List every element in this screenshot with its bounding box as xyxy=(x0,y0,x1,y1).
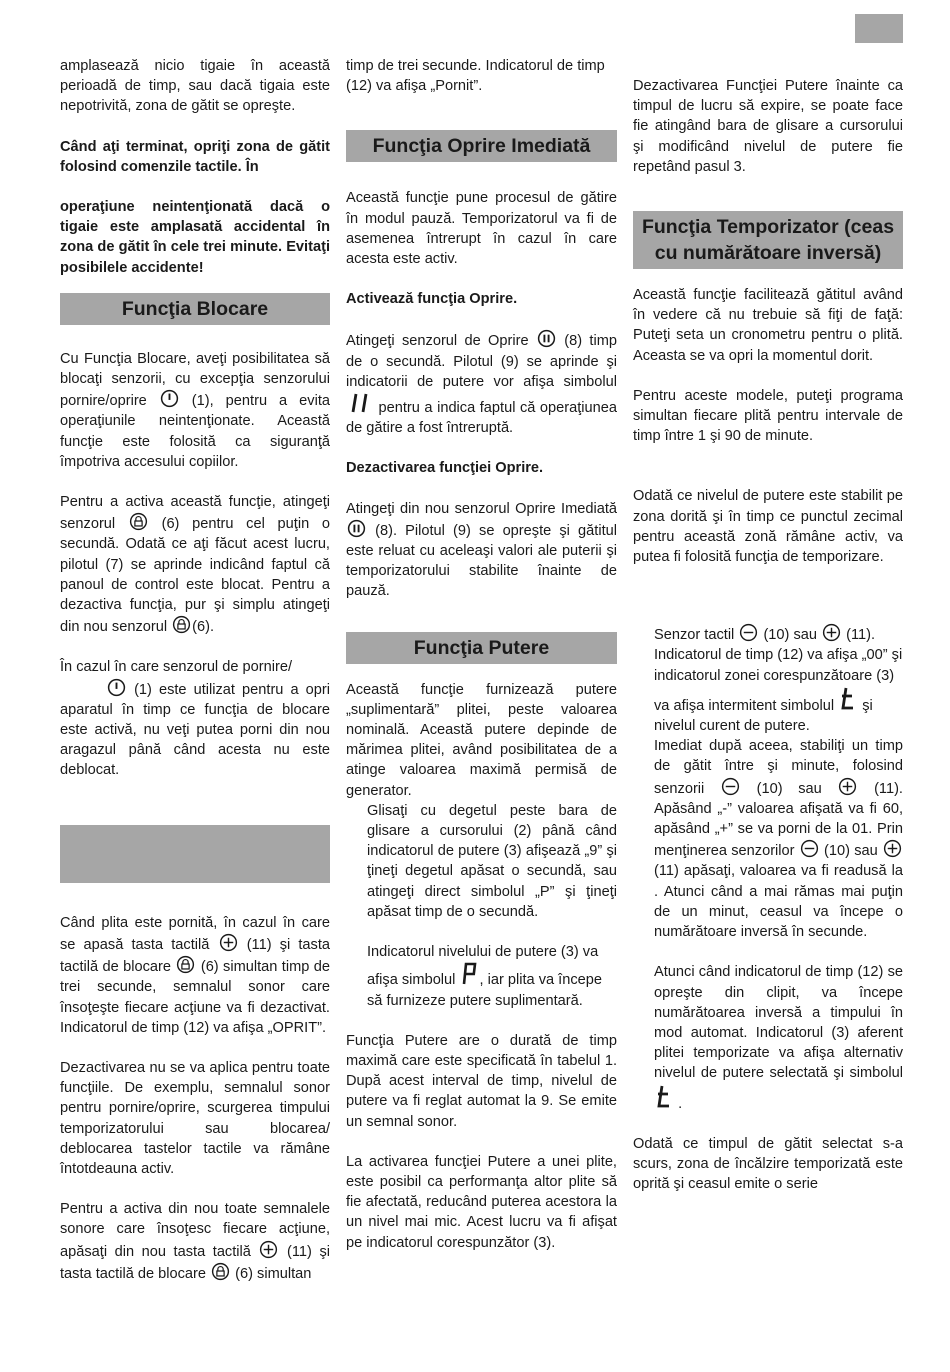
paragraph: Această funcţie pune procesul de gătire în modul pauză. Temporizatorul va fi de asemenea întrerupt în cazul în care acesta este activ. xyxy=(346,190,617,268)
plus-icon xyxy=(883,839,902,858)
paragraph: amplasează nicio tigaie în această perioadă de timp, sau dacă tigaia este nepotrivită, zona de gătit se opreşte. xyxy=(60,58,330,115)
subheading: Activează funcţia Oprire. xyxy=(346,291,518,308)
paragraph: Atingeţi senzorul de Oprire (8) timp de o secundă. Pilotul (9) se aprinde şi indicatorii de putere vor afişa simbolul pentru a indica faptul că operaţiunea de gătire a fost întreruptă. xyxy=(346,329,617,438)
paragraph: Dezactivarea Funcţiei Putere înainte ca timpul de lucru să expire, se poate face fie atingând bara de glisare a cursorului şi modificând nivelul de putere fie repetând pasul 3. xyxy=(633,78,903,175)
instruction-step: Indicatorul nivelului de putere (3) va afişa simbolul , iar plita va începe să furnizeze putere suplimentară. xyxy=(367,944,602,1009)
minus-icon xyxy=(800,839,819,858)
power-icon xyxy=(160,389,179,408)
column-1 xyxy=(60,56,330,1284)
paragraph: Pentru a activa din nou toate semnalele sonore care însoţesc fiecare acţiune, apăsaţi din nou tasta tactilă (11) şi tasta tactilă de blocare (6) simultan xyxy=(60,1201,330,1282)
warning-paragraph: operaţiune neintenţionată dacă o tigaie este amplasată accidental în zona de gătit în cele trei minute. Evitaţi posibilele accidente! xyxy=(60,199,330,276)
section-heading-putere: Funcţia Putere xyxy=(346,632,617,664)
t-symbol-icon xyxy=(655,1084,673,1110)
paragraph: Pentru aceste modele, puteţi programa simultan fiecare plită pentru intervale de timp între 1 şi 90 de minute. xyxy=(633,387,903,445)
section-heading-oprire-imediata: Funcţia Oprire Imediată xyxy=(346,130,617,162)
paragraph: Odată ce timpul de gătit selectat s-a scurs, zona de încălzire temporizată este oprită şi ceasul emite o serie xyxy=(633,1135,903,1193)
paragraph: Când plita este pornită, în cazul în care se apasă tasta tactilă (11) şi tasta tactilă de blocare (6) simultan timp de trei secunde, semnalul sonor care însoţeşte fiecare acţiune va fi dezactivat. Indicatorul de timp (12) va afişa „OPRIT”. xyxy=(60,914,331,1036)
p-symbol-icon xyxy=(460,962,478,986)
column-2 xyxy=(346,56,617,1253)
instruction-step: Glisaţi cu degetul peste bara de glisare a cursorului (2) până când indicatorul de putere (3) afişează „9” şi ţineţi degetul apăsat o secundă, sau atingeţi direct simbolul „P” şi ţineţi apăsat timp de o secundă. xyxy=(367,802,617,920)
lock-icon xyxy=(129,512,148,531)
plus-icon xyxy=(219,933,238,952)
minus-icon xyxy=(721,777,740,796)
instruction-step: Imediat după aceea, stabiliţi un timp de gătit între şi minute, folosind senzorii (10) sau (11). Apăsând „-” valoarea afişată va fi 60, apăsând „+” se va porni de la 01. Prin menţinerea senzorilor (10) sau (11) apăsaţi, valoarea va fi readusă la . Atunci când a mai rămas mai puţin de un minut, ceasul va începe o numărătoare inversă în secunde. xyxy=(654,738,903,941)
power-icon xyxy=(107,678,126,697)
paragraph: Atingeţi din nou senzorul Oprire Imediată (8). Pilotul (9) se opreşte şi gătitul este reluat cu aceleaşi valori ale puterii şi temporizatorului stabilite înainte de pauză. xyxy=(346,500,617,600)
paragraph: Odată ce nivelul de putere este stabilit pe zona dorită şi în timp ce punctul zecimal pentru această zonă rămâne activ, va putea fi folosită funcţia de temporizare. xyxy=(633,488,903,566)
plus-icon xyxy=(822,623,841,642)
paragraph: Această funcţie furnizează putere „suplimentară” plitei, peste valoarea nominală. Această putere depinde de mărimea plitei, având posibilitatea de a atinge valoarea maximă permisă de generator. xyxy=(346,681,617,799)
paragraph: În cazul în care senzorul de pornire/ (1) este utilizat pentru a opri aparatul în timp ce funcţia de blocare este activă, nu veţi putea porni din nou aragazul până când acesta nu este deblocat. xyxy=(60,659,330,779)
lock-icon xyxy=(176,955,195,974)
paragraph: Dezactivarea nu se va aplica pentru toate funcţiile. De exemplu, semnalul sonor pentru pornire/oprire, scurgerea timpului temporizatorului sau blocarea/ deblocarea tastelor tactile va rămâne întotdeauna activ. xyxy=(60,1059,330,1177)
instruction-step: Atunci când indicatorul de timp (12) se opreşte din clipit, va începe numărătoarea inversă a timpului în mod automat. Indicatorul (3) aferent plitei temporizate va afişa alternativ nivelul de putere selectată şi simbolul . xyxy=(654,964,903,1112)
minus-icon xyxy=(739,623,758,642)
column-3 xyxy=(633,56,903,1194)
page-corner-tab xyxy=(855,14,903,43)
paragraph: La activarea funcţiei Putere a unei plite, este posibil ca performanţa altor plite să fie afectată, reducând puterea acestora la un nivel mai mic. Acest lucru va fi afişat pe indicatorul corespunzător (3). xyxy=(346,1153,617,1251)
section-heading-empty xyxy=(60,825,330,883)
paragraph: Pentru a activa această funcţie, atingeţi senzorul (6) pentru cel puţin o secundă. Odată ce aţi făcut acest lucru, pilotul (7) se aprinde indicând faptul că panoul de control este blocat. Pentru a dezactiva funcţia, pur şi simplu atingeţi din nou senzorul (6). xyxy=(60,494,330,636)
lock-icon xyxy=(172,615,191,634)
section-heading-temporizator: Funcţia Temporizator (ceas cu numărătoare inversă) xyxy=(633,211,903,269)
paragraph: Cu Funcţia Blocare, aveţi posibilitatea să blocaţi senzorii, cu excepţia senzorului pornire/oprire (1), pentru a evita operaţiunile neintenţionate. Această funcţie este folosită ca siguranţă împotriva accesului copiilor. xyxy=(60,350,330,470)
section-heading-blocare: Funcţia Blocare xyxy=(60,293,330,325)
warning-paragraph: Când aţi terminat, opriţi zona de gătit folosind comenzile tactile. În xyxy=(60,138,330,175)
paragraph: Funcţia Putere are o durată de timp maximă care este specificată în tabelul 1. După acest interval de timp, nivelul de putere va fi reglat automat la 9. Se emite un semnal sonor. xyxy=(346,1032,617,1130)
t-symbol-icon xyxy=(839,686,857,712)
plus-icon xyxy=(838,777,857,796)
instruction-step: Senzor tactil (10) sau (11). Indicatorul de timp (12) va afişa „00” şi indicatorul zonei corespunzătoare (3) va afişa intermitent simbolul şi nivelul curent de putere. xyxy=(633,623,903,736)
paragraph: Această funcţie facilitează gătitul având în vedere că nu trebuie să fiţi de faţă: Puteţi seta un cronometru pentru o plită. Aceasta se va opri la momentul dorit. xyxy=(633,287,903,364)
paragraph: timp de trei secunde. Indicatorul de timp (12) va afişa „Pornit”. xyxy=(346,58,605,95)
pause-icon xyxy=(347,519,366,538)
plus-icon xyxy=(259,1240,278,1259)
pause-symbol-icon xyxy=(347,392,373,414)
subheading: Dezactivarea funcţiei Oprire. xyxy=(346,460,544,477)
lock-icon xyxy=(211,1262,230,1281)
pause-icon xyxy=(537,329,556,348)
